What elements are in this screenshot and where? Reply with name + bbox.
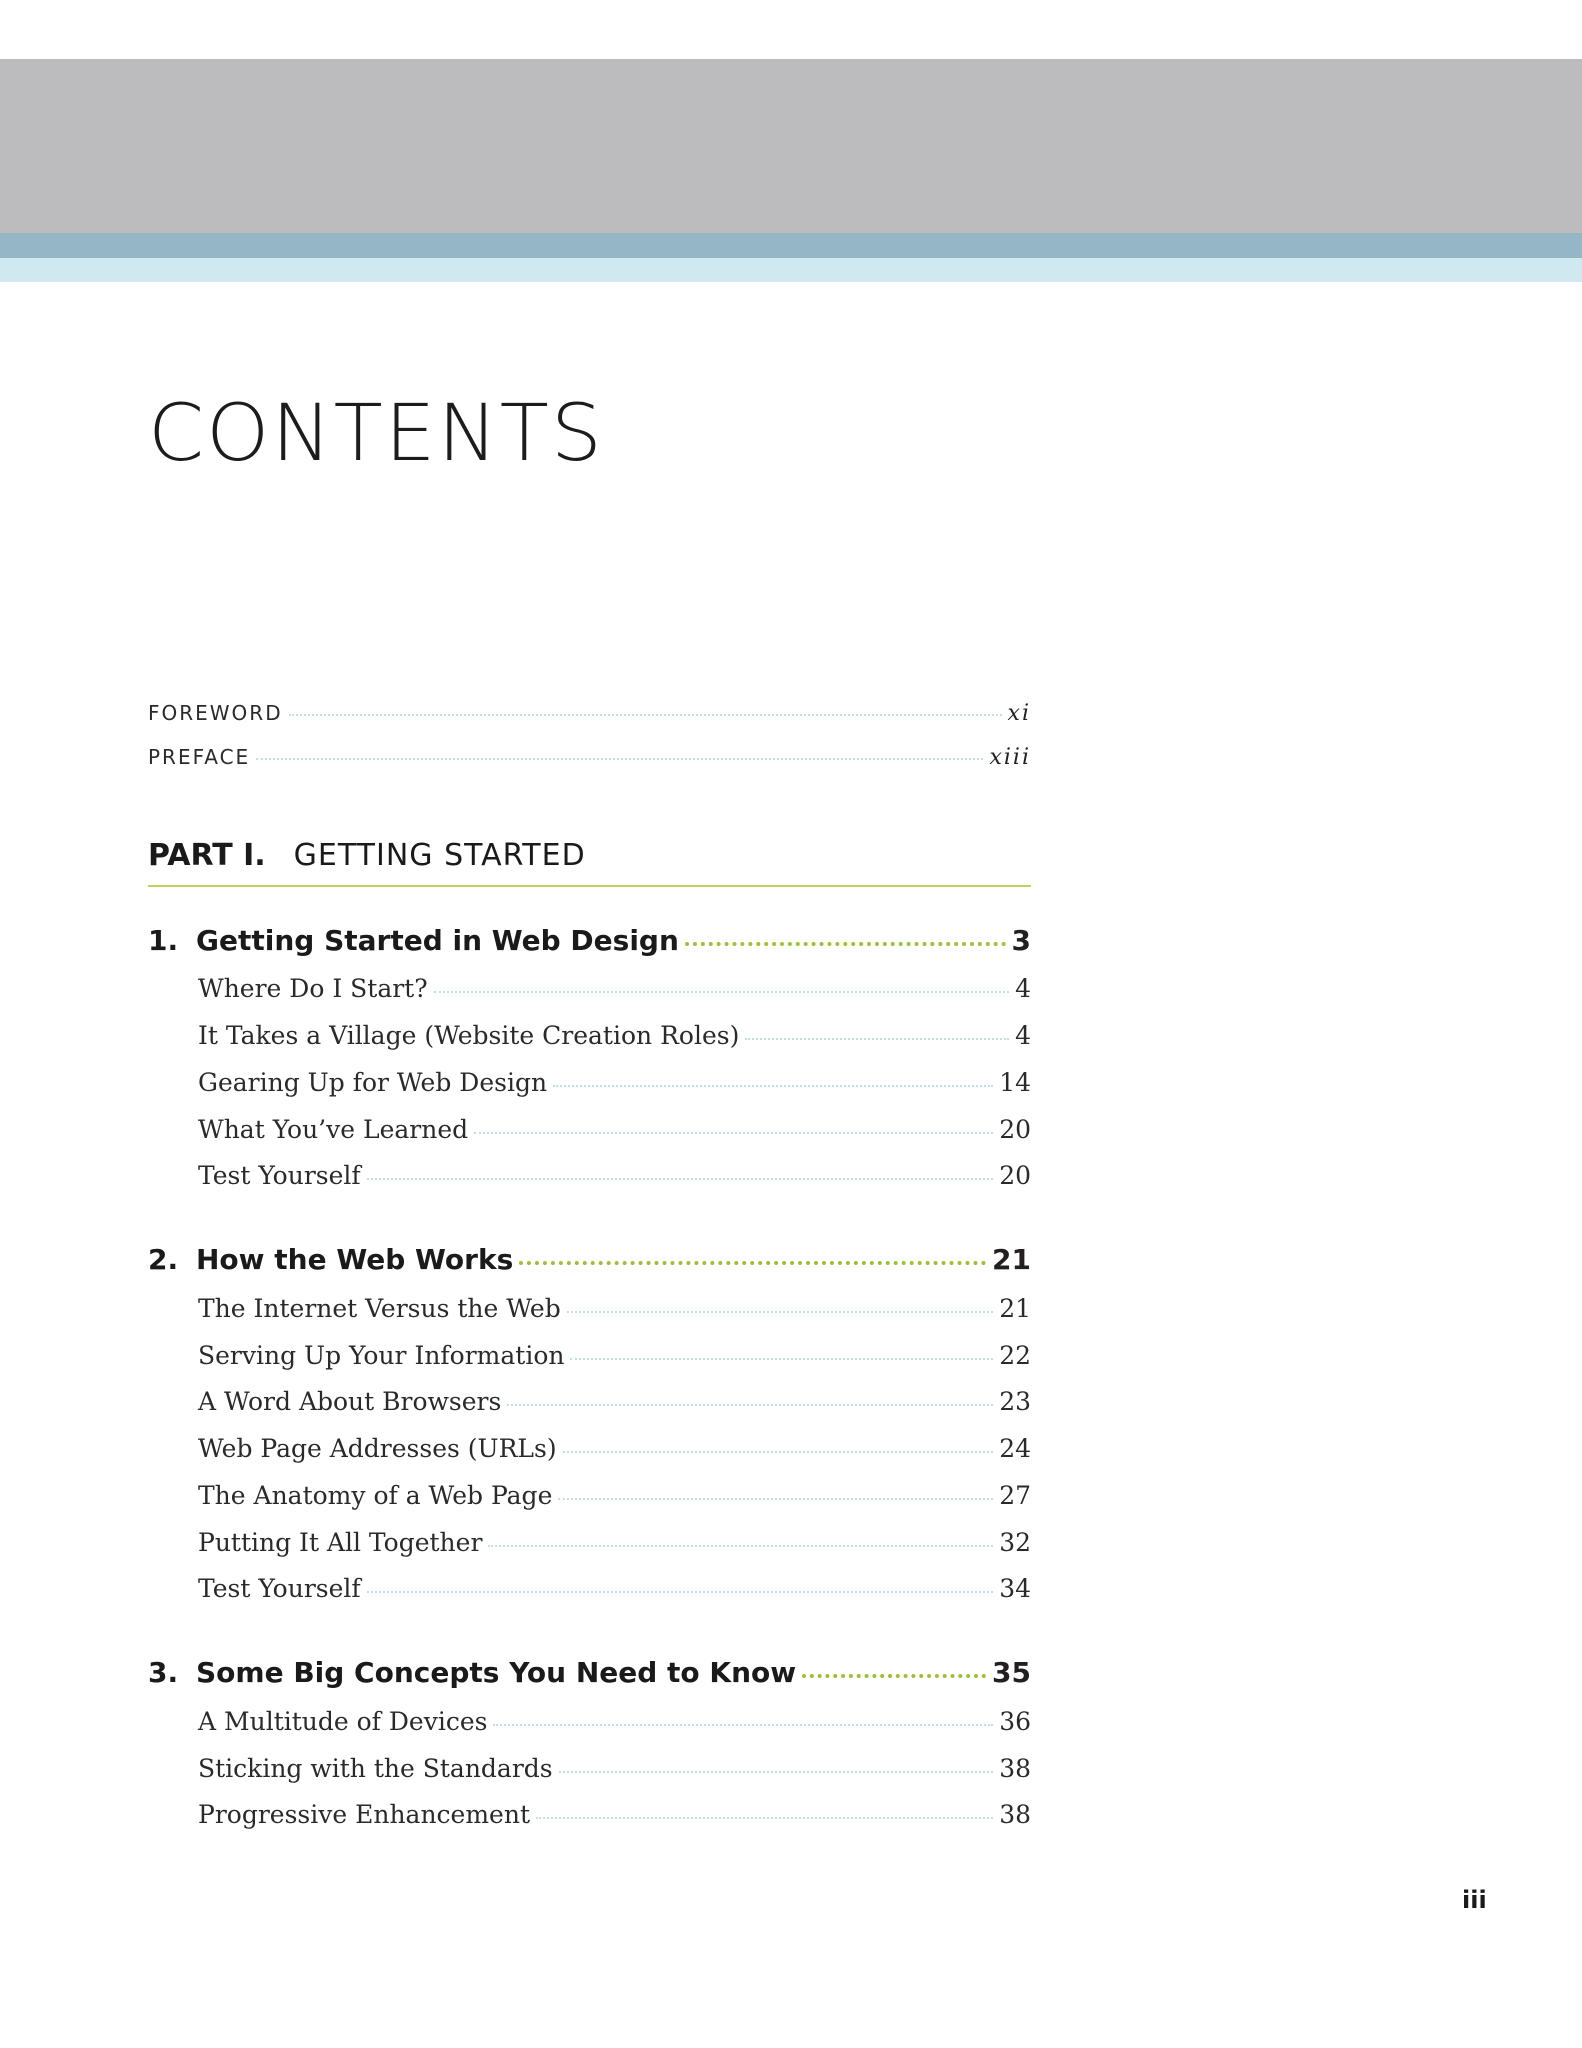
section-title: Progressive Enhancement bbox=[198, 1800, 530, 1829]
dot-leader bbox=[256, 758, 983, 760]
section-page: 32 bbox=[999, 1528, 1031, 1557]
dot-leader bbox=[563, 1451, 994, 1453]
dot-leader bbox=[802, 1674, 986, 1678]
toc-section[interactable] bbox=[198, 1021, 1031, 1050]
section-title: Web Page Addresses (URLs) bbox=[198, 1434, 557, 1463]
chapter-title: 2. How the Web Works bbox=[148, 1243, 514, 1276]
dot-leader bbox=[519, 1261, 986, 1265]
section-page: 20 bbox=[999, 1161, 1031, 1190]
dot-leader bbox=[553, 1085, 993, 1087]
dot-leader bbox=[536, 1817, 993, 1819]
header-band-blue bbox=[0, 233, 1582, 258]
toc-section[interactable] bbox=[198, 1115, 1031, 1144]
section-title: What You’ve Learned bbox=[198, 1115, 469, 1144]
section-page: 34 bbox=[999, 1574, 1031, 1603]
toc-chapter-2[interactable] bbox=[148, 1243, 1031, 1276]
dot-leader bbox=[685, 942, 1006, 946]
dot-leader bbox=[745, 1038, 1009, 1040]
section-title: It Takes a Village (Website Creation Roles) bbox=[198, 1021, 740, 1050]
toc-section[interactable] bbox=[198, 1481, 1031, 1510]
section-title: The Anatomy of a Web Page bbox=[198, 1481, 553, 1510]
section-page: 24 bbox=[999, 1434, 1031, 1463]
toc-section[interactable] bbox=[198, 974, 1031, 1003]
part-number: PART I. bbox=[148, 838, 266, 873]
section-page: 20 bbox=[999, 1115, 1031, 1144]
section-page: 27 bbox=[999, 1481, 1031, 1510]
section-page: 4 bbox=[1015, 1021, 1031, 1050]
toc-section[interactable] bbox=[198, 1294, 1031, 1323]
toc-section[interactable] bbox=[198, 1341, 1031, 1370]
toc-section[interactable] bbox=[198, 1707, 1031, 1736]
dot-leader bbox=[507, 1404, 993, 1406]
section-title: Test Yourself bbox=[198, 1574, 361, 1603]
toc-section[interactable] bbox=[198, 1800, 1031, 1829]
toc-entry-preface[interactable] bbox=[148, 745, 1031, 770]
chapter-number: 1. bbox=[148, 924, 179, 957]
dot-leader bbox=[488, 1545, 993, 1547]
section-title: A Word About Browsers bbox=[198, 1387, 502, 1416]
dot-leader bbox=[367, 1178, 994, 1180]
section-page: 22 bbox=[999, 1341, 1031, 1370]
toc-section[interactable] bbox=[198, 1068, 1031, 1097]
toc-entry-label: FOREWORD bbox=[148, 701, 283, 725]
section-title: The Internet Versus the Web bbox=[198, 1294, 561, 1323]
section-title: A Multitude of Devices bbox=[198, 1707, 488, 1736]
section-title: Gearing Up for Web Design bbox=[198, 1068, 548, 1097]
chapter-title: 1. Getting Started in Web Design bbox=[148, 924, 679, 957]
dot-leader bbox=[567, 1311, 993, 1313]
chapter-number: 3. bbox=[148, 1656, 179, 1689]
dot-leader bbox=[570, 1358, 993, 1360]
section-title: Test Yourself bbox=[198, 1161, 361, 1190]
dot-leader bbox=[559, 1771, 994, 1773]
dot-leader bbox=[289, 714, 1002, 716]
section-page: 36 bbox=[999, 1707, 1031, 1736]
toc-entry-page: xi bbox=[1007, 701, 1031, 726]
toc-section[interactable] bbox=[198, 1754, 1031, 1783]
part-title: GETTING STARTED bbox=[293, 838, 586, 873]
chapter-number: 2. bbox=[148, 1243, 179, 1276]
dot-leader bbox=[367, 1591, 994, 1593]
section-page: 23 bbox=[999, 1387, 1031, 1416]
toc-chapter-3[interactable] bbox=[148, 1656, 1031, 1689]
chapter-page: 3 bbox=[1011, 924, 1031, 957]
toc-section[interactable] bbox=[198, 1574, 1031, 1603]
chapter-title: 3. Some Big Concepts You Need to Know bbox=[148, 1656, 797, 1689]
header-band-gray bbox=[0, 59, 1582, 233]
dot-leader bbox=[434, 991, 1009, 993]
toc-chapter-1[interactable] bbox=[148, 924, 1031, 957]
toc-entry-foreword[interactable] bbox=[148, 701, 1031, 726]
page-title: CONTENTS bbox=[148, 389, 604, 479]
toc-entry-label: PREFACE bbox=[148, 745, 251, 769]
chapter-page: 21 bbox=[992, 1243, 1031, 1276]
toc-section[interactable] bbox=[198, 1387, 1031, 1416]
dot-leader bbox=[493, 1724, 993, 1726]
section-title: Sticking with the Standards bbox=[198, 1754, 553, 1783]
dot-leader bbox=[558, 1498, 993, 1500]
toc-section[interactable] bbox=[198, 1434, 1031, 1463]
section-page: 4 bbox=[1015, 974, 1031, 1003]
section-title: Putting It All Together bbox=[198, 1528, 483, 1557]
section-title: Where Do I Start? bbox=[198, 974, 428, 1003]
section-page: 21 bbox=[999, 1294, 1031, 1323]
dot-leader bbox=[474, 1132, 993, 1134]
part-heading bbox=[148, 838, 1031, 887]
section-title: Serving Up Your Information bbox=[198, 1341, 565, 1370]
toc-section[interactable] bbox=[198, 1528, 1031, 1557]
section-page: 14 bbox=[999, 1068, 1031, 1097]
page-number: iii bbox=[1462, 1886, 1487, 1914]
toc-section[interactable] bbox=[198, 1161, 1031, 1190]
section-page: 38 bbox=[999, 1754, 1031, 1783]
header-band-light bbox=[0, 258, 1582, 282]
chapter-page: 35 bbox=[992, 1656, 1031, 1689]
toc-entry-page: xiii bbox=[989, 745, 1031, 770]
section-page: 38 bbox=[999, 1800, 1031, 1829]
